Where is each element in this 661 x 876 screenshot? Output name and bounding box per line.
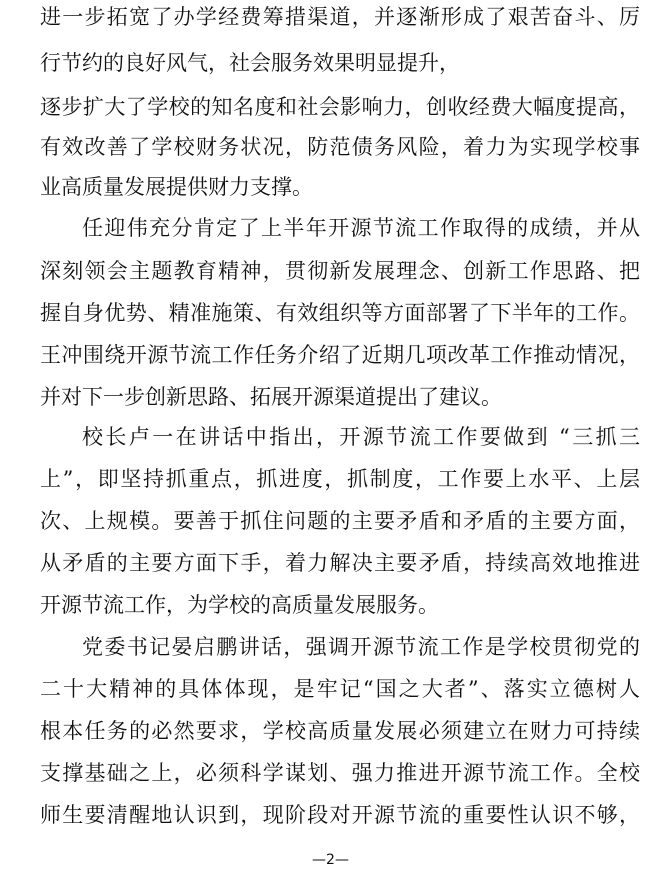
text-line-20: 师生要清醒地认识到，现阶段对开源节流的重要性认识不够， bbox=[40, 803, 640, 827]
text-line-14: 从矛盾的主要方面下手，着力解决主要矛盾，持续高效地推进 bbox=[40, 551, 640, 575]
text-line-19: 支撑基础之上，必须科学谋划、强力推进开源节流工作。全校 bbox=[40, 761, 640, 785]
text-line-16: 党委书记晏启鹏讲话，强调开源节流工作是学校贯彻党的 bbox=[82, 635, 640, 659]
page-number: —2— bbox=[312, 852, 349, 868]
text-line-15: 开源节流工作，为学校的高质量发展服务。 bbox=[40, 593, 439, 617]
text-line-10: 并对下一步创新思路、拓展开源渠道提出了建议。 bbox=[40, 385, 502, 409]
text-line-12: 上”，即坚持抓重点，抓进度，抓制度，工作要上水平、上层 bbox=[40, 467, 640, 491]
text-line-3: 逐步扩大了学校的知名度和社会影响力，创收经费大幅度提高， bbox=[40, 95, 640, 119]
text-line-8: 握自身优势、精准施策、有效组织等方面部署了下半年的工作。 bbox=[40, 301, 640, 325]
text-line-17: 二十大精神的具体体现，是牢记“国之大者”、落实立德树人 bbox=[40, 677, 640, 701]
text-line-11: 校长卢一在讲话中指出，开源节流工作要做到 “三抓三 bbox=[82, 425, 640, 449]
text-line-7: 深刻领会主题教育精神，贯彻新发展理念、创新工作思路、把 bbox=[40, 259, 640, 283]
text-line-9: 王冲围绕开源节流工作任务介绍了近期几项改革工作推动情况， bbox=[40, 343, 640, 367]
text-line-5: 业高质量发展提供财力支撑。 bbox=[40, 175, 313, 199]
text-line-2: 行节约的良好风气，社会服务效果明显提升， bbox=[40, 51, 460, 75]
text-line-18: 根本任务的必然要求，学校高质量发展必须建立在财力可持续 bbox=[40, 719, 640, 743]
document-page bbox=[40, 0, 640, 876]
text-line-13: 次、上规模。要善于抓住问题的主要矛盾和矛盾的主要方面， bbox=[40, 509, 640, 533]
text-line-6: 任迎伟充分肯定了上半年开源节流工作取得的成绩，并从 bbox=[82, 216, 640, 240]
text-line-1: 进一步拓宽了办学经费筹措渠道，并逐渐形成了艰苦奋斗、厉 bbox=[40, 5, 640, 29]
text-line-4: 有效改善了学校财务状况，防范债务风险，着力为实现学校事 bbox=[40, 135, 640, 159]
